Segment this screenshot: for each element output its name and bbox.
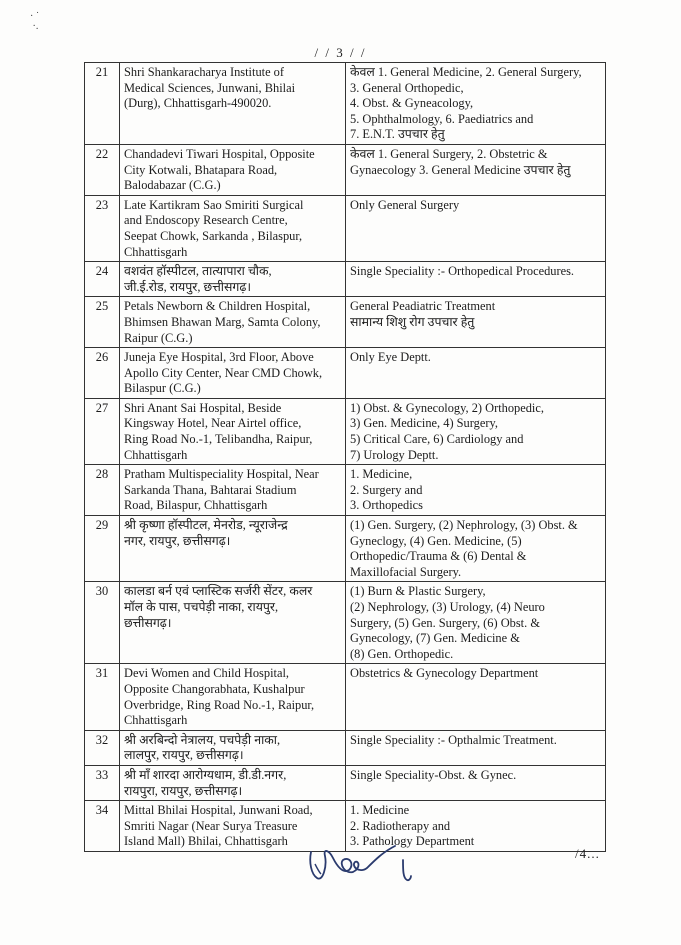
hospital-name-address	[120, 63, 346, 145]
table-row	[85, 63, 606, 145]
department-line: केवल 1. General Surgery, 2. Obstetric &	[350, 146, 548, 161]
department-line: (1) Gen. Surgery, (2) Nephrology, (3) Obst. &	[350, 518, 578, 533]
approved-departments	[346, 465, 606, 516]
serial-number: 33	[85, 765, 120, 800]
address-line: Shri Shankaracharya Institute of	[124, 65, 284, 79]
scan-specks: · ˙ ·.	[30, 11, 40, 32]
department-line: Obstetrics & Gynecology Department	[350, 666, 539, 681]
department-line: (2) Nephrology, (3) Urology, (4) Neuro	[350, 600, 545, 614]
department-line: 5. Ophthalmology, 6. Paediatrics and	[350, 111, 534, 126]
address-line: Petals Newborn & Children Hospital,	[124, 299, 311, 314]
hospital-name-address	[120, 398, 346, 464]
department-line: 7) Urology Deptt.	[350, 447, 439, 462]
department-line: General Peadiatric Treatment	[350, 299, 496, 314]
department-line: Single Speciality-Obst. & Gynec.	[350, 767, 517, 782]
address-line: Pratham Multispeciality Hospital, Near	[124, 467, 319, 482]
address-line: Chhattisgarh	[124, 244, 188, 259]
department-line: 1. Medicine	[350, 803, 410, 818]
department-line: 3. Orthopedics	[350, 498, 423, 513]
address-line: Seepat Chowk, Sarkanda , Bilaspur,	[124, 228, 303, 243]
hospital-name-address	[120, 144, 346, 195]
address-line: Bhimsen Bhawan Marg, Samta Colony,	[124, 314, 321, 329]
department-line: 1. Medicine,	[350, 467, 413, 482]
serial-number: 31	[85, 664, 120, 730]
department-line: 3) Gen. Medicine, 4) Surgery,	[350, 416, 498, 431]
hospital-table	[84, 62, 606, 852]
address-line: रायपुरा, रायपुर, छत्तीसगढ़।	[124, 783, 243, 798]
address-line: Juneja Eye Hospital, 3rd Floor, Above	[124, 350, 314, 365]
address-line: छत्तीसगढ़।	[124, 615, 172, 630]
department-line: Gynecology, (7) Gen. Medicine &	[350, 631, 520, 646]
address-line: City Kotwali, Bhatapara Road,	[124, 162, 278, 177]
address-line: (Durg), Chhattisgarh-490020.	[124, 96, 272, 111]
department-line: Single Speciality :- Orthopedical Procedures.	[350, 264, 575, 279]
department-line: Single Speciality :- Opthalmic Treatment.	[350, 732, 557, 747]
department-line: (8) Gen. Orthopedic.	[350, 646, 454, 661]
address-line: Bilaspur (C.G.)	[124, 381, 201, 396]
department-line: Orthopedic/Trauma & (6) Dental &	[350, 549, 527, 564]
address-line: Opposite Changorabhata, Kushalpur	[124, 681, 305, 696]
serial-number: 23	[85, 195, 120, 261]
address-line: Kingsway Hotel, Near Airtel office,	[124, 416, 302, 431]
serial-number: 29	[85, 516, 120, 582]
department-line: 3. General Orthopedic,	[350, 80, 464, 95]
table-row	[85, 516, 606, 582]
serial-number: 26	[85, 348, 120, 399]
address-line: Raipur (C.G.)	[124, 330, 193, 345]
address-line: Apollo City Center, Near CMD Chowk,	[124, 365, 323, 380]
serial-number: 34	[85, 801, 120, 852]
hospital-table-body	[85, 63, 606, 852]
address-line: Chhattisgarh	[124, 447, 188, 462]
address-line: Medical Sciences, Junwani, Bhilai	[124, 80, 296, 95]
address-line: Balodabazar (C.G.)	[124, 178, 221, 193]
department-line: सामान्य शिशु रोग उपचार हेतु	[350, 314, 475, 329]
table-row	[85, 765, 606, 800]
address-line: मॉल के पास, पचपेड़ी नाका, रायपुर,	[124, 600, 279, 614]
approved-departments	[346, 63, 606, 145]
address-line: Island Mall) Bhilai, Chhattisgarh	[124, 834, 288, 849]
department-line: 7. E.N.T. उपचार हेतु	[350, 127, 445, 142]
approved-departments	[346, 582, 606, 664]
approved-departments	[346, 664, 606, 730]
department-line: Surgery, (5) Gen. Surgery, (6) Obst. &	[350, 615, 540, 630]
address-line: Late Kartikram Sao Smiriti Surgical	[124, 197, 304, 212]
approved-departments	[346, 730, 606, 765]
hospital-name-address	[120, 730, 346, 765]
address-line: कालडा बर्न एवं प्लास्टिक सर्जरी सेंटर, कलर	[124, 584, 313, 599]
address-line: श्री माँ शारदा आरोग्यधाम, डी.डी.नगर,	[124, 767, 287, 782]
serial-number: 30	[85, 582, 120, 664]
approved-departments	[346, 144, 606, 195]
hospital-name-address	[120, 195, 346, 261]
address-line: वशवंत हॉस्पीटल, तात्यापारा चौक,	[124, 264, 272, 279]
table-row	[85, 465, 606, 516]
address-line: Ring Road No.-1, Telibandha, Raipur,	[124, 432, 313, 447]
address-line: Road, Bilaspur, Chhattisgarh	[124, 498, 268, 513]
table-row	[85, 348, 606, 399]
hospital-name-address	[120, 664, 346, 730]
serial-number: 24	[85, 262, 120, 297]
department-line: 5) Critical Care, 6) Cardiology and	[350, 432, 524, 447]
table-row	[85, 195, 606, 261]
hospital-name-address	[120, 765, 346, 800]
department-line: Maxillofacial Surgery.	[350, 564, 462, 579]
department-line: Gynaecology 3. General Medicine उपचार हेतु	[350, 162, 571, 177]
address-line: Chhattisgarh	[124, 713, 188, 728]
department-line: (1) Burn & Plastic Surgery,	[350, 584, 486, 599]
serial-number: 32	[85, 730, 120, 765]
hospital-name-address	[120, 465, 346, 516]
department-line: Only General Surgery	[350, 197, 460, 212]
hospital-name-address	[120, 262, 346, 297]
table-row	[85, 582, 606, 664]
address-line: Shri Anant Sai Hospital, Beside	[124, 400, 282, 415]
serial-number: 21	[85, 63, 120, 145]
table-row	[85, 730, 606, 765]
approved-departments	[346, 765, 606, 800]
address-line: नगर, रायपुर, छत्तीसगढ़।	[124, 533, 231, 548]
address-line: and Endoscopy Research Centre,	[124, 213, 288, 228]
address-line: Smriti Nagar (Near Surya Treasure	[124, 818, 298, 833]
page-number: / / 3 / /	[314, 45, 367, 60]
department-line: 1) Obst. & Gynecology, 2) Orthopedic,	[350, 400, 544, 415]
address-line: श्री अरबिन्दो नेत्रालय, पचपेड़ी नाका,	[124, 732, 281, 747]
address-line: Chandadevi Tiwari Hospital, Opposite	[124, 146, 315, 161]
serial-number: 22	[85, 144, 120, 195]
department-line: केवल 1. General Medicine, 2. General Surgery,	[350, 65, 582, 79]
approved-departments	[346, 195, 606, 261]
table-row	[85, 664, 606, 730]
hospital-name-address	[120, 348, 346, 399]
address-line: Overbridge, Ring Road No.-1, Raipur,	[124, 697, 315, 712]
table-row	[85, 398, 606, 464]
approved-departments	[346, 297, 606, 348]
hospital-name-address	[120, 297, 346, 348]
address-line: लालपुर, रायपुर, छत्तीसगढ़।	[124, 748, 244, 763]
table-row	[85, 262, 606, 297]
address-line: Devi Women and Child Hospital,	[124, 666, 289, 681]
next-page-marker: /4...	[575, 846, 600, 861]
signature-mark	[303, 838, 413, 888]
approved-departments	[346, 262, 606, 297]
department-line: Gyneclogy, (4) Gen. Medicine, (5)	[350, 533, 522, 548]
department-line: 4. Obst. & Gyneacology,	[350, 96, 474, 111]
serial-number: 28	[85, 465, 120, 516]
approved-departments	[346, 398, 606, 464]
hospital-name-address	[120, 516, 346, 582]
approved-departments	[346, 516, 606, 582]
approved-departments	[346, 348, 606, 399]
department-line: 2. Surgery and	[350, 482, 423, 497]
address-line: श्री कृष्णा हॉस्पीटल, मेनरोड, न्यूराजेन्द्र	[124, 518, 288, 533]
department-line: 3. Pathology Department	[350, 834, 475, 849]
table-row	[85, 144, 606, 195]
address-line: जी.ई.रोड, रायपुर, छत्तीसगढ़।	[124, 279, 252, 294]
department-line: Only Eye Deptt.	[350, 350, 431, 365]
address-line: Sarkanda Thana, Bahtarai Stadium	[124, 482, 297, 497]
address-line: Mittal Bhilai Hospital, Junwani Road,	[124, 803, 313, 818]
serial-number: 27	[85, 398, 120, 464]
department-line: 2. Radiotherapy and	[350, 818, 451, 833]
serial-number: 25	[85, 297, 120, 348]
table-row	[85, 297, 606, 348]
hospital-name-address	[120, 582, 346, 664]
